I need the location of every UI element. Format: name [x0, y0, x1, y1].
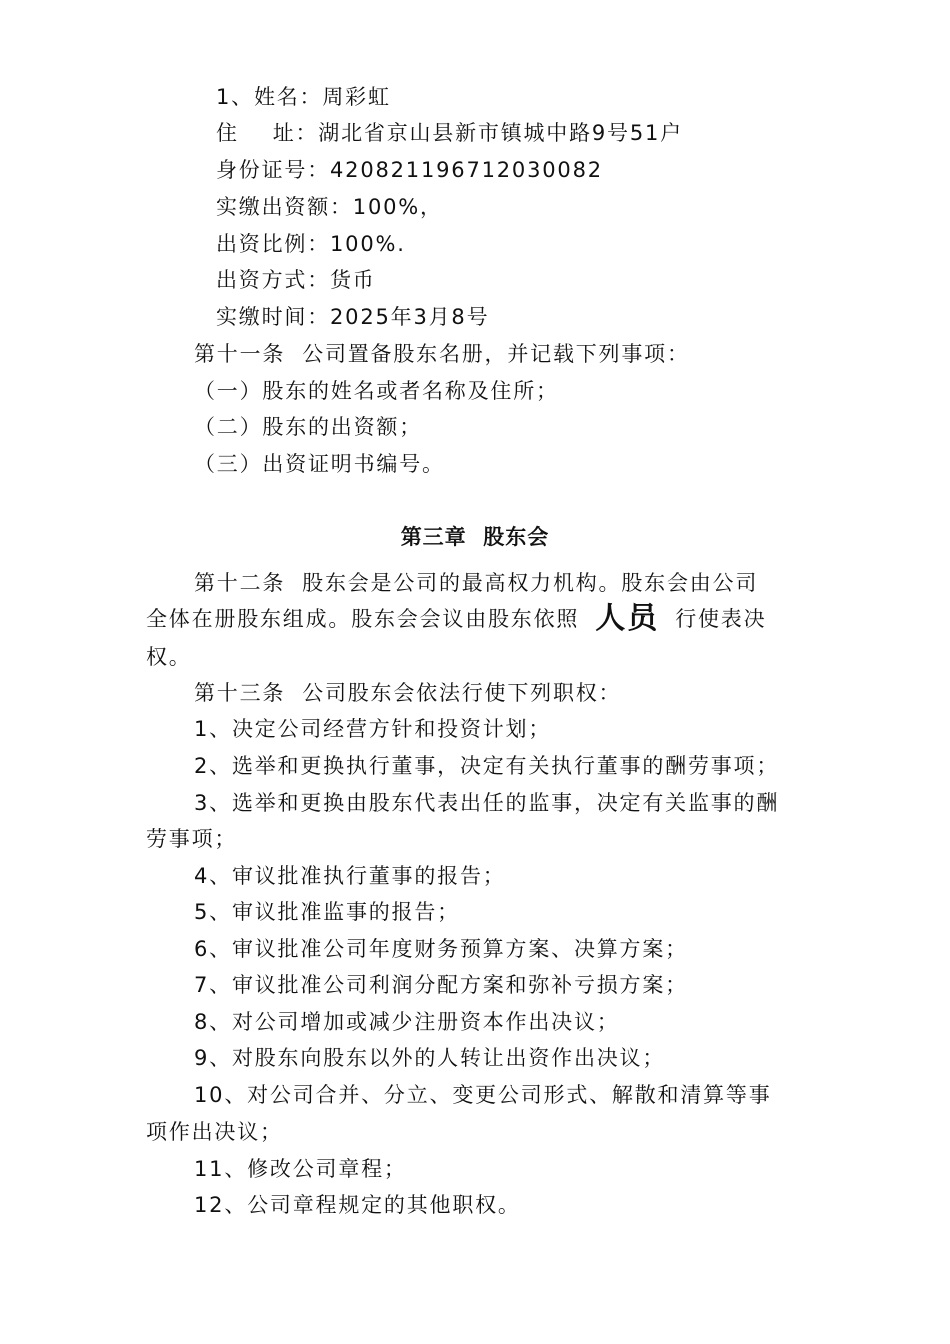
article-11-item: （一）股东的姓名或者名称及住所； — [194, 379, 559, 403]
shareholder-address: 住 址：湖北省京山县新市镇城中路9号51户 — [216, 121, 683, 145]
article-13-item: 4、审议批准执行董事的报告； — [194, 864, 506, 888]
article-12-line-1: 第十二条 股东会是公司的最高权力机构。股东会由公司 — [194, 571, 759, 595]
article-13-heading: 第十三条 公司股东会依法行使下列职权： — [194, 681, 622, 705]
article-11-item: （二）股东的出资额； — [194, 415, 422, 439]
shareholder-name: 1、姓名：周彩虹 — [216, 85, 391, 109]
article-13-item: 5、审议批准监事的报告； — [194, 900, 460, 924]
article-13-item: 1、决定公司经营方针和投资计划； — [194, 717, 552, 741]
article-11-item: （三）出资证明书编号。 — [194, 452, 445, 476]
article-13-item-continuation: 项作出决议； — [146, 1120, 283, 1144]
article-13-item: 8、对公司增加或减少注册资本作出决议； — [194, 1010, 620, 1034]
shareholder-paid-time: 实缴时间：2025年3月8号 — [216, 305, 490, 329]
shareholder-id-number: 身份证号：420821196712030082 — [216, 158, 603, 182]
article-13-item: 7、审议批准公司利润分配方案和弥补亏损方案； — [194, 973, 688, 997]
article-13-item-continuation: 劳事项； — [146, 827, 238, 851]
shareholder-method: 出资方式：货币 — [216, 268, 376, 292]
article-12-line-3: 权。 — [146, 645, 192, 669]
shareholder-paid-amount: 实缴出资额：100%， — [216, 195, 443, 219]
article-12-emphasis-text: 人员 — [595, 601, 660, 636]
shareholder-ratio: 出资比例：100%. — [216, 232, 406, 256]
article-13-item: 3、选举和更换由股东代表出任的监事，决定有关监事的酬 — [194, 791, 780, 815]
article-13-item: 11、修改公司章程； — [194, 1157, 407, 1181]
article-12-line-2 — [146, 601, 767, 636]
article-13-item: 10、对公司合并、分立、变更公司形式、解散和清算等事 — [194, 1083, 772, 1107]
article-11-heading: 第十一条 公司置备股东名册，并记载下列事项： — [194, 342, 690, 366]
article-12-line-2-suffix: 行使表决 — [675, 607, 767, 631]
article-13-item: 9、对股东向股东以外的人转让出资作出决议； — [194, 1046, 666, 1070]
article-13-item: 12、公司章程规定的其他职权。 — [194, 1193, 521, 1217]
article-13-item: 6、审议批准公司年度财务预算方案、决算方案； — [194, 937, 688, 961]
chapter-3-title: 第三章 股东会 — [400, 525, 550, 549]
article-13-item: 2、选举和更换执行董事，决定有关执行董事的酬劳事项； — [194, 754, 780, 778]
article-12-line-2-prefix: 全体在册股东组成。股东会会议由股东依照 — [146, 607, 580, 631]
